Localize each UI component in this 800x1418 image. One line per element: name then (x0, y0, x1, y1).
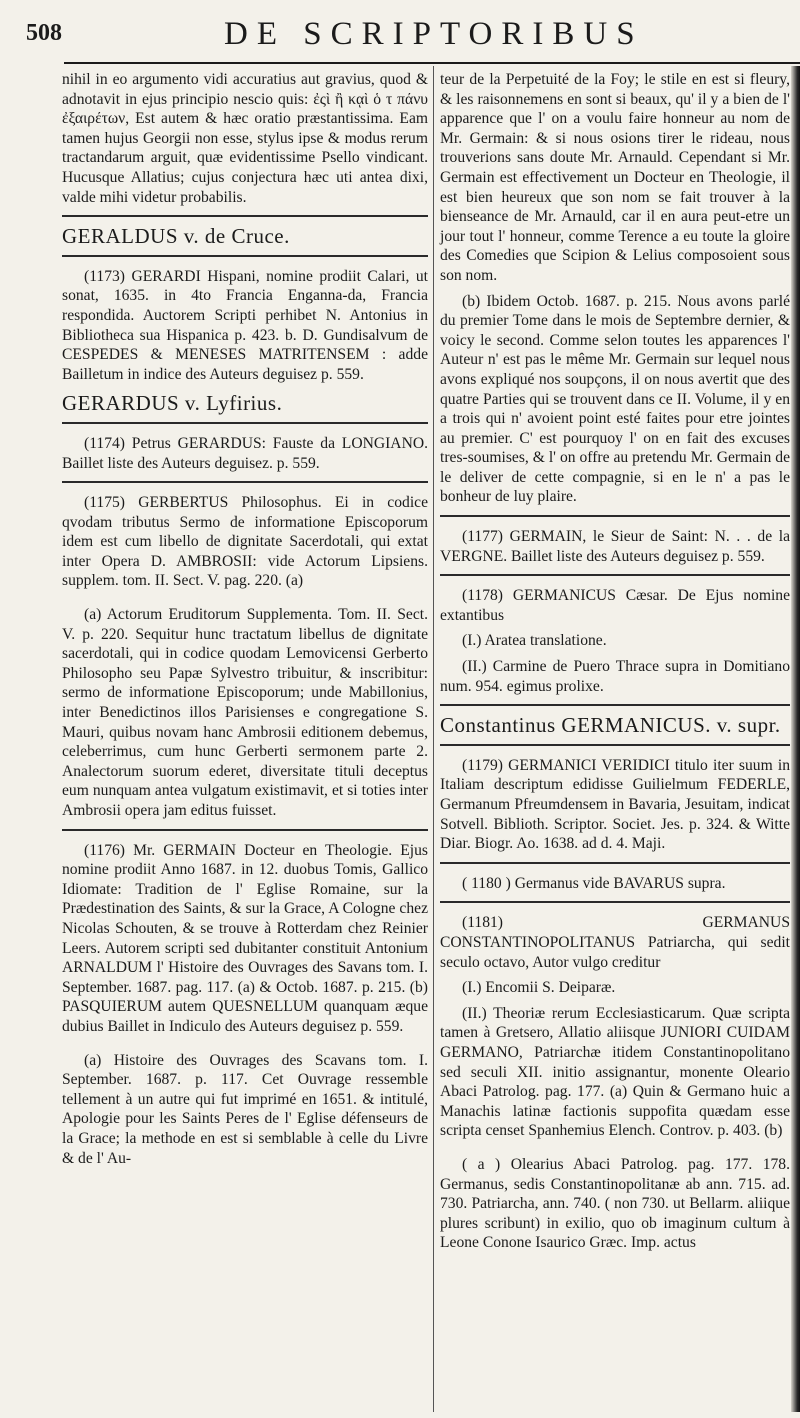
separator-rule (440, 574, 790, 576)
page-number: 508 (26, 20, 62, 46)
separator-rule (62, 215, 428, 217)
entry-1178: (1178) GERMANICUS Cæsar. De Ejus nomine extantibus (440, 587, 790, 624)
entry-1181-item-2: (II.) Theoriæ rerum Ecclesiasticarum. Quæ scripta tamen à Gretsero, Allatio aliisque JUNIORI CUIDAM GERMANO, Patriarchæ itidem Constantinopolitano sed seculi XII. initio assignantur, monente Oleario Abaci Patrolog. pag. 177. (a) Quin & Germano huic a Manachis latinæ factionis suppofita quædam esse scripta censet Spanhemius Elench. Controv. p. 403. (b) (440, 1004, 790, 1140)
separator-rule (62, 422, 428, 424)
entry-1178-item-2: (II.) Carmine de Puero Thrace supra in Domitiano num. 954. egimus prolixe. (440, 658, 790, 695)
separator-rule (440, 862, 790, 864)
left-column (62, 70, 428, 1174)
entry-1181: (1181) GERMANUS CONSTANTINOPOLITANUS Patriarcha, qui sedit seculo octavo, Autor vulgo creditur (440, 914, 790, 971)
separator-rule (440, 704, 790, 706)
separator-rule (440, 744, 790, 746)
heading-geraldus: GERALDUS v. de Cruce. (62, 224, 290, 249)
separator-rule (62, 255, 428, 257)
footnote-a-histoire: (a) Histoire des Ouvrages des Scavans tom. I. September. 1687. p. 117. Cet Ouvrage ressemble tellement à un autre qui fut imprimé en 1651. & intitulé, Apologie pour les Saints Peres de l' Eglise défenseurs de la Grace; la methode en est si semblable à celle du Livre & de l' Au- (62, 1051, 428, 1167)
entry-1178-item-1: (I.) Aratea translatione. (462, 632, 607, 650)
entry-1181-item-1: (I.) Encomii S. Deiparæ. (462, 979, 616, 997)
footnote-b: (b) Ibidem Octob. 1687. p. 215. Nous avons parlé du premier Tome dans le mois de Septembre dernier, & voicy le second. Comme selon toutes les apparences l' Auteur n' est pas le même Mr. Germain sur lequel nous avons expliqué nos soupçons, il on nous avertit que des quatre Parties qui se trouvent dans ce II. Volume, il y en a trois qui n' avoient point esté faites pour etre jointes au premier. C' est pourquoy l' on en fait des excuses tres-soumises, & l' on offre au pretendu Mr. Germain de le deliver de cette compagnie, si en le n' a pas le bonheur de luy plaire. (440, 292, 790, 506)
running-head: DE SCRIPTORIBUS (224, 16, 644, 52)
right-column (440, 70, 790, 1259)
page-edge-shadow (791, 66, 800, 1412)
separator-rule (440, 515, 790, 517)
entry-1175: (1175) GERBERTUS Philosophus. Ei in codice qvodam tributus Sermo de informatione Episcoporum idem est cum libello de dignitate Sacerdotali, qui extat inter Opera D. AMBROSII: vide Actorum Lipsiens. supplem. tom. II. Sect. V. pag. 220. (a) (62, 494, 428, 590)
footnote-a-olearius: ( a ) Olearius Abaci Patrolog. pag. 177. 178. Germanus, sedis Constantinopolitanæ ab ann. 715. ad. 730. Patriarcha, ann. 740. ( non 730. ut Bellarm. aliique plures scribunt) in exilio, quo ob imaginum cultum à Leone Conone Isaurico Græc. Imp. actus (440, 1155, 790, 1252)
entry-1177: (1177) GERMAIN, le Sieur de Saint: N. . . de la VERGNE. Baillet liste des Auteurs deguisez p. 559. (440, 528, 790, 565)
entry-1180: ( 1180 ) Germanus vide BAVARUS supra. (462, 874, 726, 892)
separator-rule (62, 481, 428, 483)
heading-gerardus: GERARDUS v. Lyfirius. (62, 391, 283, 416)
entry-1176: (1176) Mr. GERMAIN Docteur en Theologie. Ejus nomine prodiit Anno 1687. in 12. duobus Tomis, Gallico Idiomate: Tradition de l' Eglise Romaine, sur la Prædestination des Saints, & sur la Grace, A Cologne chez Nicolas Schouten, & se trouve à Rotterdam chez Reinier Leers. Autorem scripti sed dubitanter constituit Antonium ARNALDUM l' Histoire des Ouvrages des Savans tom. I. September. 1687. pag. 117. (a) & Octob. 1687. p. 215. (b) PASQUIERUM autem QUESNELLUM quanquam æque dubius Baillet in Indiculo des Auteurs deguisez p. 559. (62, 841, 428, 1035)
entry-1174: (1174) Petrus GERARDUS: Fauste da LONGIANO. Baillet liste des Auteurs deguisez. p. 559. (62, 434, 428, 472)
footnote-continuation: teur de la Perpetuité de la Foy; le stile en est si fleury, & les raisonnemens en sont si beaux, qu' il y a bien de l' apparence que l' on a voulu faire honneur au nom de Mr. Germain: & si nous osions tirer le rideau, nous trouverions sans doute Mr. Arnauld. Cependant si Mr. Germain est effectivement un Docteur en Theologie, il est bien heureux que son nom se fait trouver à la bienseance de Mr. Arnauld, car il en aura peut-etre un jour tout l' honneur, comme Terence a eu toute la gloire des Comedies que Scipion & Lelius composoient sous son nom. (440, 71, 790, 284)
page-header (0, 14, 800, 60)
separator-rule (62, 829, 428, 831)
separator-rule (440, 901, 790, 903)
heading-constantinus: Constantinus GERMANICUS. v. supr. (440, 713, 781, 738)
column-divider (433, 66, 434, 1412)
entry-1179: (1179) GERMANICI VERIDICI titulo iter suum in Italiam descriptum edidisse Guilielmum FEDERLE, Germanum Pfreumdensem in Bavaria, Jesuitam, indicat Sotvell. Biblioth. Scriptor. Societ. Jes. p. 324. & Witte Diar. Biogr. Ao. 1638. ad d. 4. Maji. (440, 756, 790, 853)
header-rule (64, 62, 800, 64)
footnote-a: (a) Actorum Eruditorum Supplementa. Tom. II. Sect. V. p. 220. Sequitur hunc tractatum libellus de dignitate sacerdotali, qui in codice quodam Lemovicensi Gerberto Philosopho seu Papæ Sylvestro tribuitur, & inscribitur: sermo de informatione Episcoporum; unde Mabillonius, inter Benedictinos illos Parisienses e congregatione S. Mauri, quibus novam hanc Ambrosii editionem debemus, celeberrimus, cum hunc Gerberti sermonem parte 2. Analectorum suorum ederet, diversitate tituli deceptus eum nunquam antea vulgatum existimavit, et si toties inter Ambrosii opera jam editus fuisset. (62, 606, 428, 819)
entry-1173: (1173) GERARDI Hispani, nomine prodiit Calari, ut sonat, 1635. in 4to Francia Enganna-da, Francia respondida. Auctorem Scripti perhibet N. Antonius in Bibliotheca sua Hispanica p. 423. b. D. Gundisalvum de CESPEDES & MENESES MATRITENSEM : adde Bailletum in indice des Auteurs deguisez p. 559. (62, 267, 428, 383)
paragraph-continuation: nihil in eo argumentο vidi accuratius aut gravius, quod & adnotavit in ejus principio nescio quis: ἐςὶ ἢ κᾳὶ ὁ τ πάνυ ἐξαιρέτων, Est autem & hæc oratio præstantissima. Eam tamen hujus Georgii non esse, stylus ipse & modus rerum tractandarum arguit, quæ evidentissime Psello vindicant. Hucusque Allatius; cujus conjectura hæc uti antea dixi, valde mihi videtur probabilis. (62, 71, 428, 206)
